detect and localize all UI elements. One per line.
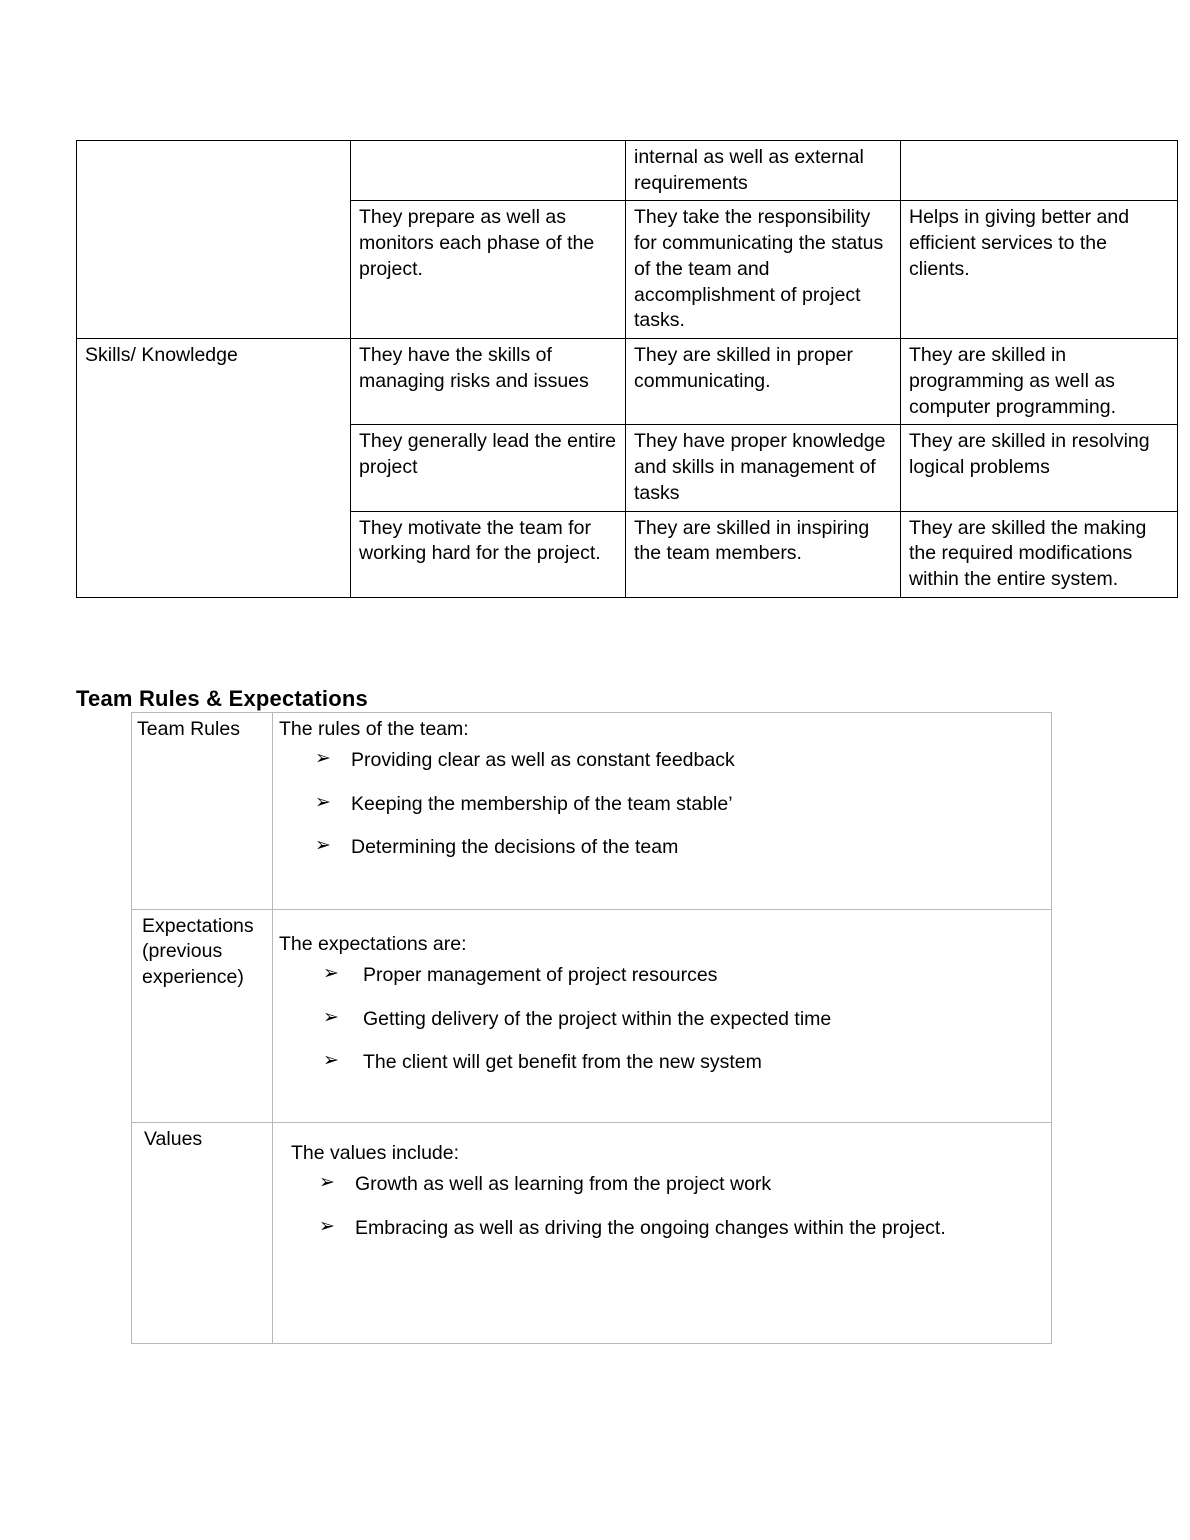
arrow-bullet-icon: ➢ (323, 1006, 339, 1028)
matrix-cell-r3c2: They have proper knowledge and skills in management of tasks (626, 425, 901, 511)
matrix-cell-r4c1: They motivate the team for working hard for the project. (351, 511, 626, 597)
rules-label-team-rules: Team Rules (137, 718, 240, 740)
matrix-category-cell-blank (77, 141, 351, 339)
list-item (279, 963, 1043, 988)
table-row (77, 141, 1178, 201)
matrix-cell-r2c3: They are skilled in programming as well as computer programming. (901, 339, 1178, 425)
rules-body-cell-team-rules (273, 713, 1052, 910)
arrow-bullet-icon: ➢ (323, 963, 339, 985)
roles-skills-matrix-container (76, 140, 1177, 598)
list-item-label: Embracing as well as driving the ongoing changes within the project. (355, 1216, 946, 1239)
matrix-cell-r0c1 (351, 141, 626, 201)
matrix-category-cell-skills-knowledge: Skills/ Knowledge (77, 339, 351, 598)
list-item-label: Growth as well as learning from the project work (355, 1173, 772, 1196)
list-item (279, 835, 1043, 860)
rules-label-cell-values (132, 1123, 273, 1344)
list-item (279, 792, 1043, 817)
section-heading-team-rules-expectations: Team Rules & Expectations (76, 686, 368, 711)
rules-intro-expectations: The expectations are: (279, 933, 467, 955)
rules-list-team-rules (279, 748, 1043, 860)
matrix-cell-r2c1: They have the skills of managing risks and issues (351, 339, 626, 425)
list-item-label: The client will get benefit from the new system (363, 1051, 762, 1074)
list-item-label: Keeping the membership of the team stable’ (351, 792, 733, 815)
list-item-label: Providing clear as well as constant feedback (351, 749, 735, 772)
arrow-bullet-icon: ➢ (315, 748, 331, 770)
list-item-label: Determining the decisions of the team (351, 836, 679, 859)
rules-intro-team-rules: The rules of the team: (279, 718, 469, 740)
table-row (132, 910, 1052, 1123)
matrix-cell-r1c1: They prepare as well as monitors each phase of the project. (351, 201, 626, 339)
rules-label-values: Values (144, 1128, 203, 1150)
roles-skills-matrix (76, 140, 1178, 598)
table-row (132, 713, 1052, 910)
matrix-cell-r4c2: They are skilled in inspiring the team members. (626, 511, 901, 597)
rules-body-cell-values (273, 1123, 1052, 1344)
matrix-cell-r3c1: They generally lead the entire project (351, 425, 626, 511)
team-rules-expectations-container (131, 712, 1051, 1344)
rules-label-cell-expectations (132, 910, 273, 1123)
matrix-cell-r0c3 (901, 141, 1178, 201)
arrow-bullet-icon: ➢ (315, 835, 331, 857)
matrix-cell-r3c3: They are skilled in resolving logical problems (901, 425, 1178, 511)
matrix-cell-r4c3: They are skilled the making the required modifications within the entire system. (901, 511, 1178, 597)
rules-list-values (283, 1172, 1043, 1241)
rules-label-cell-team-rules (132, 713, 273, 910)
list-item (283, 1172, 1043, 1197)
matrix-cell-r1c2: They take the responsibility for communicating the status of the team and accomplishment of project tasks. (626, 201, 901, 339)
list-item (279, 748, 1043, 773)
list-item-label: Proper management of project resources (363, 964, 718, 987)
list-item-label: Getting delivery of the project within the expected time (363, 1007, 832, 1030)
rules-label-expectations: Expectations (previous experience) (142, 915, 254, 988)
list-item (283, 1216, 1043, 1241)
arrow-bullet-icon: ➢ (319, 1172, 335, 1194)
list-item (279, 1050, 1043, 1075)
team-rules-expectations-table (131, 712, 1052, 1344)
arrow-bullet-icon: ➢ (315, 791, 331, 813)
arrow-bullet-icon: ➢ (319, 1215, 335, 1237)
rules-body-cell-expectations (273, 910, 1052, 1123)
list-item (279, 1007, 1043, 1032)
rules-intro-values: The values include: (291, 1142, 460, 1164)
table-row (77, 339, 1178, 425)
matrix-cell-r1c3: Helps in giving better and efficient services to the clients. (901, 201, 1178, 339)
matrix-cell-r0c2: internal as well as external requirements (626, 141, 901, 201)
arrow-bullet-icon: ➢ (323, 1050, 339, 1072)
table-row (132, 1123, 1052, 1344)
rules-list-expectations (279, 963, 1043, 1075)
matrix-cell-r2c2: They are skilled in proper communicating. (626, 339, 901, 425)
